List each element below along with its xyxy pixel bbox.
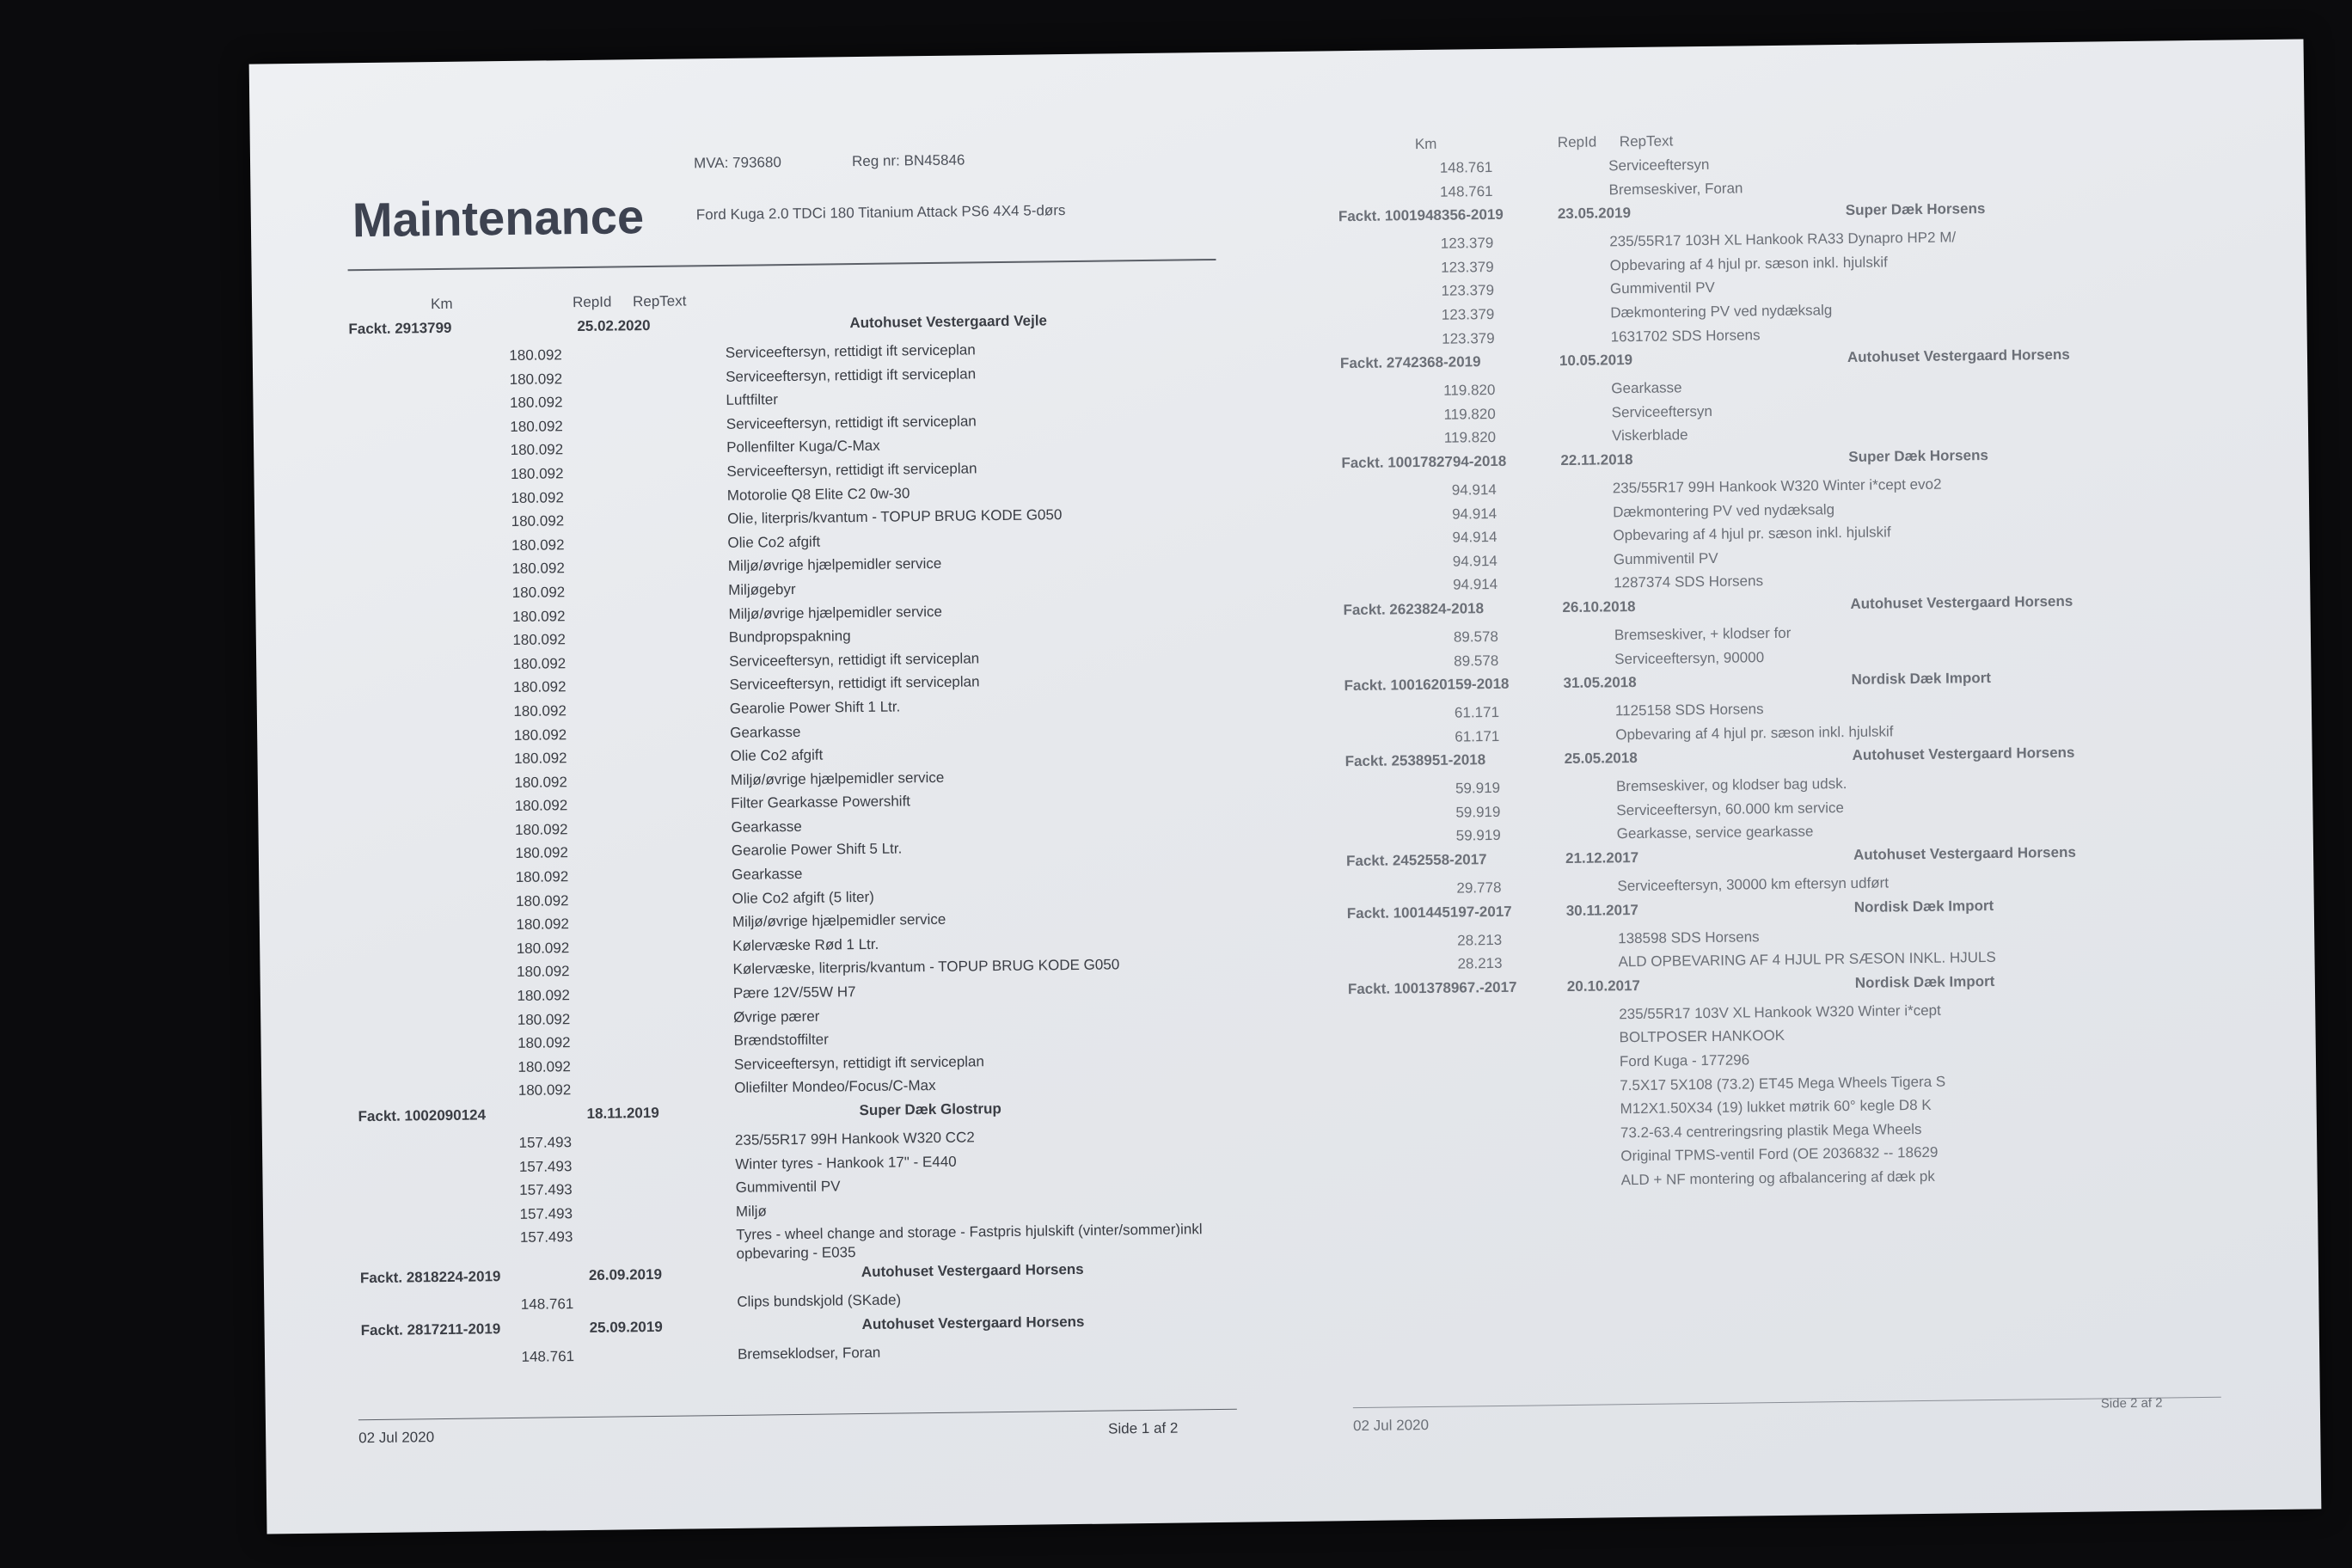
footer-date: 02 Jul 2020 [358,1429,435,1447]
repair-text: Gearolie Power Shift 1 Ltr. [729,698,901,717]
repair-text: Miljøgebyr [728,580,796,598]
invoice-number: Fackt. 1001620159-2018 [1344,675,1510,695]
mileage-value: 180.092 [517,963,570,981]
repair-text: ALD OPBEVARING AF 4 HJUL PR SÆSON INKL. HJULS [1618,949,1996,971]
repair-text: Opbevaring af 4 hjul pr. sæson inkl. hjulskif [1613,524,1891,544]
invoice-number: Fackt. 2817211-2019 [360,1320,501,1339]
repair-text: Ford Kuga - 177296 [1619,1051,1750,1070]
invoice-number: Fackt. 1001445197-2017 [1346,903,1512,922]
repair-text: Bundpropspakning [728,628,851,646]
footer-divider [1353,1397,2221,1408]
repair-text: Bremseskiver, Foran [1608,180,1743,198]
repair-text: 235/55R17 99H Hankook W320 CC2 [734,1129,975,1148]
header-divider [348,259,1216,271]
repair-text: Brændstoffilter [733,1031,829,1050]
mileage-value: 180.092 [515,891,569,910]
repair-text: M12X1.50X34 (19) lukket møtrik 60° kegle D8 K [1620,1097,1932,1118]
mileage-value: 180.092 [511,584,566,601]
repair-text: Kølervæske, literpris/kvantum - TOPUP BRUG KODE G050 [732,956,1120,978]
repair-text: Original TPMS-ventil Ford (OE 2036832 -- 18629 [1620,1144,1939,1165]
workshop-name: Nordisk Dæk Import [1851,670,1992,689]
mileage-value: 180.092 [517,1010,571,1028]
workshop-name: Nordisk Dæk Import [1853,897,1994,916]
mileage-value: 94.914 [1452,529,1498,546]
mileage-value [1418,1051,1504,1052]
mileage-value: 28.213 [1457,955,1503,972]
mileage-value: 180.092 [511,488,564,506]
invoice-date: 18.11.2019 [586,1104,659,1122]
mileage-value: 180.092 [514,773,567,791]
printed-paper [249,39,2322,1534]
mileage-value: 180.092 [511,560,565,578]
repair-text: Pære 12V/55W H7 [732,983,856,1001]
mileage-value: 180.092 [509,394,563,412]
repair-text: Winter tyres - Hankook 17" - E440 [735,1153,957,1173]
mileage-value: 180.092 [516,916,570,934]
repair-text: Gummiventil PV [1609,279,1715,297]
mileage-value [1417,1004,1503,1005]
repair-text: Viskerblade [1611,426,1688,444]
repair-text: 235/55R17 99H Hankook W320 Winter i*cept evo2 [1612,475,1942,497]
repair-text: Olie Co2 afgift [727,533,821,551]
mileage-value: 180.092 [515,844,568,862]
workshop-name: Autohuset Vestergaard Horsens [1847,346,2070,366]
repair-text: Serviceeftersyn, rettidigt ift serviceplan [733,1053,985,1073]
mileage-value: 94.914 [1451,481,1497,499]
repair-text: Miljø/øvrige hjælpemidler service [727,555,942,575]
mileage-value [1417,1027,1503,1028]
repair-text: Bremseklodser, Foran [737,1344,881,1363]
mileage-value: 119.820 [1443,405,1496,423]
invoice-number: Fackt. 2742368-2019 [1339,353,1481,372]
mileage-value: 148.761 [1439,182,1493,200]
footer-date: 02 Jul 2020 [1352,1417,1430,1435]
repair-text: Olie, literpris/kvantum - TOPUP BRUG KODE G050 [727,506,1063,528]
repair-text: Dækmontering PV ved nydæksalg [1613,500,1835,520]
invoice-number: Fackt. 2818224-2019 [359,1268,501,1287]
repair-text: 1287374 SDS Horsens [1614,573,1764,591]
repair-text: 235/55R17 103V XL Hankook W320 Winter i*cept [1619,1001,1941,1023]
repair-text: Serviceeftersyn, rettidigt ift serviceplan [729,650,980,670]
mileage-value: 61.171 [1454,704,1500,721]
invoice-date: 20.10.2017 [1566,977,1641,995]
footer-page-number: Side 2 af 2 [2100,1395,2163,1412]
workshop-name: Autohuset Vestergaard Vejle [849,312,1048,332]
footer-page-number: Side 1 af 2 [1107,1419,1179,1437]
invoice-date: 31.05.2018 [1563,674,1637,692]
repair-text: Opbevaring af 4 hjul pr. sæson inkl. hjulskif [1609,254,1888,274]
repair-text: Luftfilter [726,391,779,409]
repair-text: Miljø/øvrige hjælpemidler service [728,603,943,622]
workshop-name: Super Dæk Horsens [1848,446,1988,465]
mileage-value: 94.914 [1453,576,1498,593]
repair-text: Tyres - wheel change and storage - Fastpris hjulskift (vinter/sommer)inkl opbevaring - E035 [736,1221,1203,1263]
page-title: Maintenance [352,189,645,248]
repair-text: Dækmontering PV ved nydæksalg [1610,302,1833,322]
mileage-value: 180.092 [513,726,567,744]
workshop-name: Super Dæk Horsens [1845,200,1986,219]
invoice-number: Fackt. 1002090124 [358,1106,487,1125]
mileage-value: 180.092 [513,702,567,720]
repair-text: ALD + NF montering og afbalancering af dæk pk [1620,1167,1935,1189]
mileage-value: 180.092 [510,441,564,459]
repair-text: Serviceeftersyn, rettidigt ift serviceplan [729,673,980,694]
mileage-value: 157.493 [519,1228,573,1246]
repair-text: Serviceeftersyn, rettidigt ift serviceplan [726,364,977,385]
repair-text: Gummiventil PV [1613,549,1718,568]
repair-text: Gummiventil PV [735,1178,841,1197]
workshop-name: Autohuset Vestergaard Horsens [1853,843,2076,863]
invoice-date: 26.09.2019 [588,1266,663,1284]
invoice-number: Fackt. 1001378967.-2017 [1347,978,1517,997]
invoice-number: Fackt. 1001948356-2019 [1338,206,1504,225]
repair-text: Bremseskiver, + klodser for [1614,624,1792,644]
invoice-date: 21.12.2017 [1565,849,1639,867]
invoice-date: 26.10.2018 [1562,597,1636,616]
repair-text: Bremseskiver, og klodser bag udsk. [1615,775,1847,795]
workshop-name: Autohuset Vestergaard Horsens [1850,592,2073,612]
repair-text: BOLTPOSER HANKOOK [1619,1027,1785,1046]
workshop-name: Autohuset Vestergaard Horsens [1852,744,2075,764]
mileage-value: 89.578 [1453,628,1499,646]
mileage-value: 59.919 [1455,803,1501,821]
column-header-km: Km [430,295,453,313]
repair-text: 1125158 SDS Horsens [1614,701,1764,720]
mileage-value: 180.092 [510,418,563,435]
mileage-value: 180.092 [517,987,571,1004]
mileage-value: 123.379 [1441,258,1494,276]
invoice-date: 25.02.2020 [577,316,651,335]
mileage-value: 180.092 [518,1081,572,1099]
mileage-value: 180.092 [510,465,564,482]
mileage-value: 28.213 [1457,931,1503,949]
column-header-reptext: RepText [632,292,687,310]
repair-text: Gearkasse [1611,379,1682,397]
mileage-value: 180.092 [512,631,566,649]
vehicle-description: Ford Kuga 2.0 TDCi 180 Titanium Attack PS6 4X4 5-dørs [695,202,1066,224]
repair-text: Gearkasse [731,818,802,836]
workshop-name: Autohuset Vestergaard Horsens [861,1313,1085,1333]
mileage-value: 180.092 [509,370,563,388]
invoice-date: 30.11.2017 [1565,901,1639,919]
registration-number: Reg nr: BN45846 [851,151,965,170]
mileage-value: 59.919 [1455,827,1501,845]
footer-divider [358,1409,1237,1420]
repair-text: Serviceeftersyn, rettidigt ift serviceplan [725,341,976,361]
repair-text: 235/55R17 103H XL Hankook RA33 Dynapro HP2 M/ [1609,229,1957,250]
repair-text: Serviceeftersyn, 60.000 km service [1616,799,1845,819]
invoice-number: Fackt. 2623824-2018 [1343,600,1485,619]
right-row-list [1338,145,2326,1195]
mileage-value: 157.493 [518,1134,573,1151]
invoice-date: 10.05.2019 [1559,352,1633,370]
mileage-value: 29.778 [1456,879,1502,897]
mileage-value: 180.092 [512,654,567,672]
column-header-repid: RepId [572,293,612,311]
mileage-value [1418,1146,1504,1147]
mileage-value: 148.761 [521,1348,575,1365]
mileage-value: 180.092 [509,346,562,364]
invoice-number: Fackt. 2538951-2018 [1344,751,1486,770]
invoice-date: 25.05.2018 [1564,750,1638,768]
workshop-name: Autohuset Vestergaard Horsens [861,1261,1084,1281]
repair-text: Serviceeftersyn, rettidigt ift serviceplan [726,460,977,480]
mileage-value: 148.761 [520,1295,574,1314]
column-header-km: Km [1414,135,1437,153]
mileage-value [1418,1123,1504,1124]
repair-text: 138598 SDS Horsens [1618,928,1760,946]
mileage-value: 157.493 [518,1157,573,1175]
mileage-value: 180.092 [511,607,566,625]
mileage-value: 157.493 [519,1204,573,1222]
mileage-value: 123.379 [1440,235,1494,252]
mileage-value: 119.820 [1443,429,1497,447]
workshop-name: Super Dæk Glostrup [859,1100,1001,1119]
mileage-value: 180.092 [514,821,568,838]
column-header-reptext: RepText [1619,132,1674,150]
invoice-date: 23.05.2019 [1557,205,1632,223]
mileage-value: 180.092 [511,512,565,530]
mileage-value [1418,1170,1504,1171]
mileage-value: 180.092 [518,1034,571,1052]
mileage-value: 180.092 [512,678,567,696]
repair-text: Kølervæske Rød 1 Ltr. [732,935,879,954]
repair-text: 7.5X17 5X108 (73.2) ET45 Mega Wheels Tigera S [1620,1073,1946,1093]
mileage-value: 180.092 [515,868,569,886]
column-header-repid: RepId [1557,133,1597,151]
mileage-value: 148.761 [1439,159,1493,176]
page-1 [249,52,1299,1534]
repair-text: Filter Gearkasse Powershift [731,793,911,812]
mileage-value [1418,1075,1504,1076]
mileage-value: 61.171 [1455,727,1500,745]
mileage-value: 123.379 [1441,305,1495,323]
invoice-date: 22.11.2018 [1560,450,1633,469]
mileage-value: 157.493 [519,1181,573,1199]
mva-number: MVA: 793680 [693,154,781,172]
repair-text: Clips bundskjold (SKade) [737,1291,902,1311]
repair-text: Serviceeftersyn, 90000 [1614,648,1765,667]
mileage-value: 59.919 [1455,780,1501,797]
repair-text: Serviceeftersyn, rettidigt ift serviceplan [726,413,977,432]
mileage-value: 180.092 [514,797,568,815]
invoice-date: 25.09.2019 [589,1318,663,1336]
repair-text: Serviceeftersyn [1608,156,1710,175]
repair-text: Olie Co2 afgift (5 liter) [732,888,874,907]
mileage-value: 180.092 [511,536,565,554]
repair-text: Pollenfilter Kuga/C-Max [726,438,880,456]
mileage-value: 180.092 [513,750,567,768]
repair-text: Miljø/øvrige hjælpemidler service [732,911,946,931]
mileage-value: 89.578 [1454,652,1499,670]
repair-text: Gearkasse, service gearkasse [1616,823,1814,842]
page-2 [1328,39,2322,1521]
mileage-value: 94.914 [1452,552,1498,570]
repair-text: Miljø [735,1203,767,1220]
repair-text: Gearkasse [730,723,801,741]
repair-text: Motorolie Q8 Elite C2 0w-30 [726,484,910,504]
mileage-value: 123.379 [1441,282,1495,300]
repair-text: Serviceeftersyn [1611,402,1712,421]
repair-text: 1631702 SDS Horsens [1610,326,1761,345]
invoice-number: Fackt. 2913799 [348,319,452,338]
repair-text: Miljø/øvrige hjælpemidler service [730,769,945,788]
repair-text: Olie Co2 afgift [730,746,824,764]
repair-text: Serviceeftersyn, 30000 km eftersyn udført [1617,874,1890,895]
mileage-value: 119.820 [1443,382,1496,399]
repair-text: Opbevaring af 4 hjul pr. sæson inkl. hjulskif [1615,723,1894,743]
workshop-name: Nordisk Dæk Import [1854,972,1995,991]
mileage-value: 94.914 [1452,505,1498,523]
invoice-number: Fackt. 2452558-2017 [1345,851,1487,870]
mileage-value: 123.379 [1442,329,1495,347]
repair-text: Oliefilter Mondeo/Focus/C-Max [734,1077,936,1097]
repair-text: Gearolie Power Shift 5 Ltr. [731,840,903,860]
invoice-number: Fackt. 1001782794-2018 [1341,452,1507,472]
repair-text: Øvrige pærer [733,1008,820,1026]
repair-text: Gearkasse [732,865,803,883]
mileage-value: 180.092 [516,940,570,957]
mileage-value: 180.092 [518,1057,572,1075]
left-row-list [346,305,1391,1371]
repair-text: 73.2-63.4 centreringsring plastik Mega Wheels [1620,1120,1922,1142]
